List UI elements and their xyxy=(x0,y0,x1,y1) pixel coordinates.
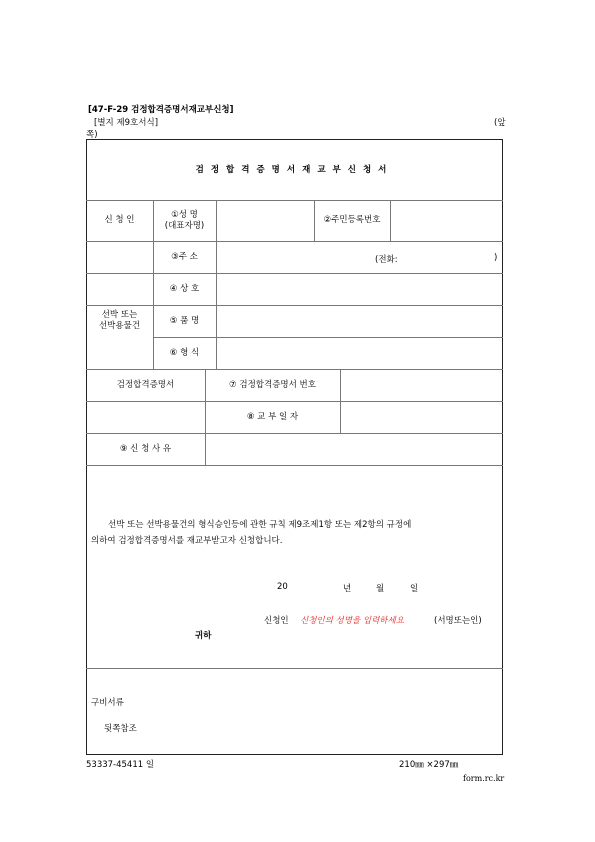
issue-date-label: ⑧ 교 부 일 자 xyxy=(246,411,299,422)
phone-close: ) xyxy=(494,253,498,263)
page-side-label-2: 쪽) xyxy=(86,130,98,140)
form-number: 53337-45411 일 xyxy=(86,760,155,770)
phone-label: (전화: xyxy=(375,255,398,265)
address-field[interactable] xyxy=(217,242,501,273)
product-label: ⑤ 품 명 xyxy=(169,315,200,326)
name-label-line1: ①성 명 xyxy=(171,209,198,220)
statement-line-1: 선박 또는 선박용물건의 형식승인등에 관한 규칙 제9조제1항 또는 제2항의 규정에 xyxy=(108,520,412,530)
date-day-field[interactable] xyxy=(386,580,406,594)
vessel-label-line1: 선박 또는 xyxy=(101,310,138,321)
certificate-label: 검정합격증명서 xyxy=(116,379,175,390)
date-year-label: 년 xyxy=(343,584,352,594)
site-watermark: form.rc.kr xyxy=(463,774,505,783)
date-year-field[interactable] xyxy=(300,580,340,594)
form-attachment-label: [별지 제9호서식] xyxy=(94,118,159,128)
reason-field[interactable] xyxy=(206,434,501,465)
docs-label: 구비서류 xyxy=(91,698,124,708)
paper-size: 210㎜ ×297㎜ xyxy=(399,760,459,770)
vessel-label-line2: 선박용물건 xyxy=(98,321,141,331)
issue-date-field[interactable] xyxy=(341,402,501,433)
name-field[interactable] xyxy=(217,201,314,241)
date-day-label: 일 xyxy=(410,584,419,594)
date-month-field[interactable] xyxy=(352,580,372,594)
vessel-label xyxy=(86,305,153,337)
type-field[interactable] xyxy=(217,338,501,369)
form-code: [47-F-29 검정합격증명서재교부신청] xyxy=(88,105,234,115)
name-label-line2: (대표자명) xyxy=(164,220,205,231)
company-field[interactable] xyxy=(217,274,501,305)
statement-line-2: 의하여 검정합격증명서를 재교부받고자 신청합니다. xyxy=(91,536,283,546)
date-century: 20 xyxy=(277,582,288,592)
address-label: ③주 소 xyxy=(171,251,198,262)
product-field[interactable] xyxy=(217,306,501,337)
form-title: 검정합격증명서재교부신청서 xyxy=(195,165,394,176)
rrn-field[interactable] xyxy=(391,201,501,241)
cert-no-field[interactable] xyxy=(341,370,501,401)
recipient-label: 귀하 xyxy=(195,631,212,641)
docs-value: 뒷쪽참조 xyxy=(104,724,137,734)
name-label xyxy=(153,200,216,241)
page-side-label-1: (앞 xyxy=(494,118,506,128)
reason-label: ⑨ 신 청 사 유 xyxy=(119,443,172,454)
company-label: ④ 상 호 xyxy=(169,283,200,294)
applicant-label: 신 청 인 xyxy=(104,215,135,226)
cert-no-label: ⑦ 검정합격증명서 번호 xyxy=(229,379,316,390)
type-label: ⑥ 형 식 xyxy=(169,347,200,358)
date-month-label: 월 xyxy=(376,584,385,594)
signer-suffix: (서명또는인) xyxy=(434,616,482,626)
signer-label: 신청인 xyxy=(264,616,289,626)
rrn-label: ②주민등록번호 xyxy=(323,215,381,226)
signer-name-input[interactable]: 신청인의 성명을 입력하세요 xyxy=(300,616,404,626)
